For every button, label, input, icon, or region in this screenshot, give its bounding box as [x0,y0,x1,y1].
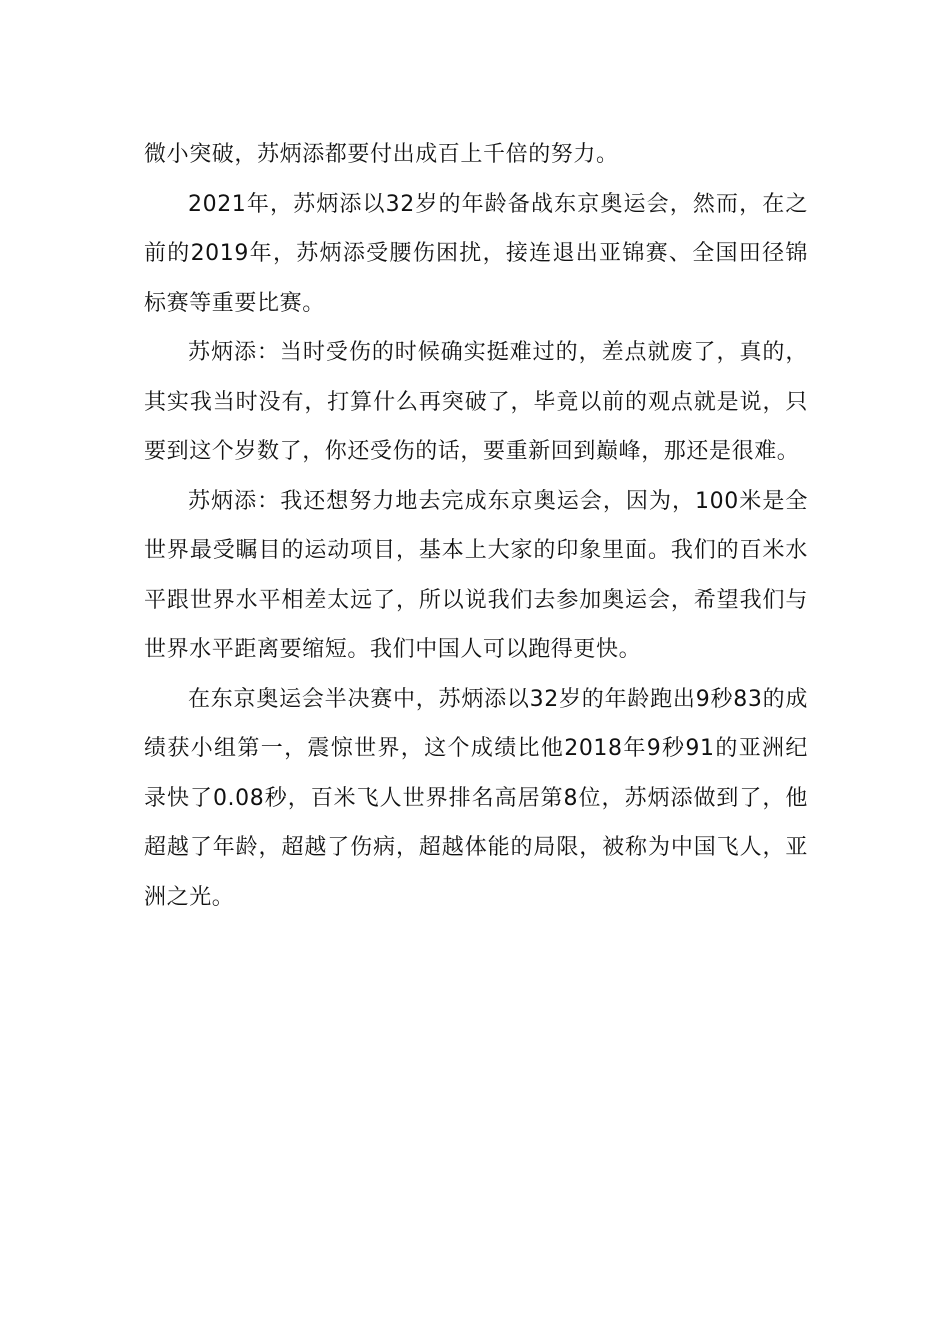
paragraph-continuation: 微小突破，苏炳添都要付出成百上千倍的努力。 [144,142,619,167]
document-body [144,130,808,922]
paragraph-semifinal-result: 在东京奥运会半决赛中，苏炳添以32岁的年龄跑出9秒83的成绩获小组第一，震惊世界，这个成绩比他2018年9秒91的亚洲纪录快了0.08秒，百米飞人世界排名高居第8位，苏炳添做到了，他超越了年龄，超越了伤病，超越体能的局限，被称为中国飞人，亚洲之光。 [144,686,808,910]
paragraph-quote-olympics: 苏炳添：我还想努力地去完成东京奥运会，因为，100米是全世界最受瞩目的运动项目，基本上大家的印象里面。我们的百米水平跟世界水平相差太远了，所以说我们去参加奥运会，希望我们与世界水平距离要缩短。我们中国人可以跑得更快。 [144,488,808,662]
paragraph-quote-injury: 苏炳添：当时受伤的时候确实挺难过的，差点就废了，真的，其实我当时没有，打算什么再突破了，毕竟以前的观点就是说，只要到这个岁数了，你还受伤的话，要重新回到巅峰，那还是很难。 [144,340,808,464]
paragraph-training-2021: 2021年，苏炳添以32岁的年龄备战东京奥运会，然而，在之前的2019年，苏炳添受腰伤困扰，接连退出亚锦赛、全国田径锦标赛等重要比赛。 [144,191,808,316]
